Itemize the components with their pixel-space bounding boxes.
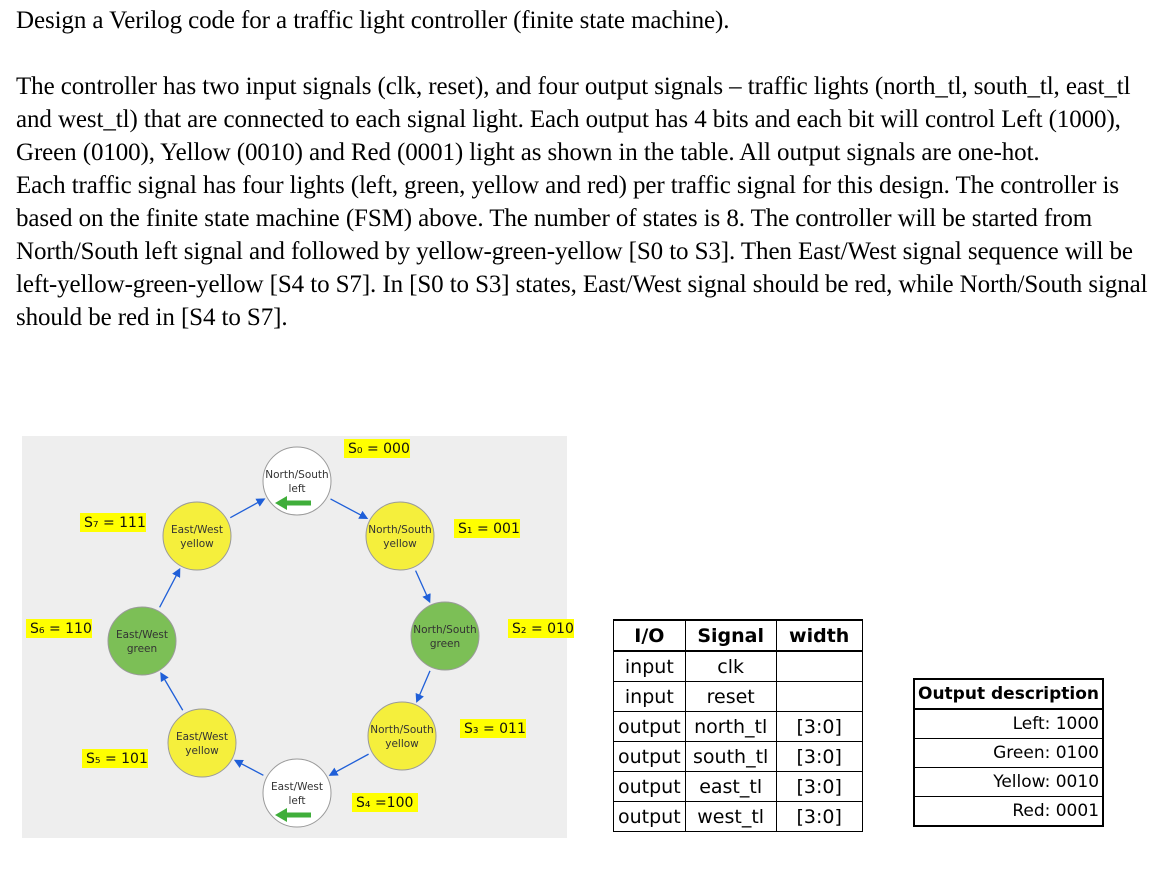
state-light-label: green bbox=[126, 643, 158, 655]
transition-arrow bbox=[236, 761, 264, 776]
state-circle bbox=[411, 602, 479, 670]
io-direction-cell: input bbox=[614, 682, 686, 712]
paragraph-signals: The controller has two input signals (clk, reset), and four output signals – traffic lights (north_tl, south_tl, east_tl and west_tl) that are connected to each signal light. Each output has 4 bits and each bit will control Left (1000), Green (0100), Yellow (0010) and Red (0001) light as shown in the table. All output signals are one-hot. bbox=[16, 73, 1131, 166]
state-code-label: S₃ = 011 bbox=[464, 721, 526, 737]
state-circle bbox=[168, 709, 236, 777]
signal-width-cell: [3:0] bbox=[776, 742, 862, 772]
output-code-cell: Red: 0001 bbox=[914, 797, 1103, 827]
state-light-label: left bbox=[288, 483, 306, 495]
signal-width-cell bbox=[776, 682, 862, 712]
signal-name-cell: south_tl bbox=[685, 742, 776, 772]
fsm-diagram bbox=[22, 436, 574, 838]
problem-title: Design a Verilog code for a traffic light controller (finite state machine). bbox=[16, 7, 730, 34]
state-direction-label: East/West bbox=[170, 524, 224, 536]
table-row bbox=[614, 682, 863, 712]
io-direction-cell: output bbox=[614, 742, 686, 772]
state-code-label: S₆ = 110 bbox=[30, 621, 92, 637]
io-table-header: width bbox=[776, 620, 862, 651]
signal-name-cell: clk bbox=[685, 651, 776, 682]
state-light-label: yellow bbox=[180, 538, 214, 550]
state-light-label: yellow bbox=[385, 738, 419, 750]
signal-width-cell: [3:0] bbox=[776, 712, 862, 742]
output-table-header: Output description bbox=[914, 679, 1103, 709]
state-code-label: S₇ = 111 bbox=[84, 515, 146, 531]
state-light-label: yellow bbox=[383, 538, 417, 550]
output-code-cell: Yellow: 0010 bbox=[914, 768, 1103, 797]
io-direction-cell: output bbox=[614, 772, 686, 802]
transition-arrow bbox=[161, 674, 182, 710]
state-direction-label: North/South bbox=[370, 724, 434, 736]
state-direction-label: North/South bbox=[265, 469, 329, 481]
state-direction-label: East/West bbox=[175, 731, 229, 743]
state-circle bbox=[108, 607, 176, 675]
io-direction-cell: output bbox=[614, 802, 686, 832]
output-description-table bbox=[913, 678, 1104, 827]
state-code-label: S₁ = 001 bbox=[458, 521, 520, 537]
io-direction-cell: input bbox=[614, 651, 686, 682]
transition-arrow bbox=[331, 499, 367, 518]
table-row bbox=[614, 772, 863, 802]
state-direction-label: East/West bbox=[115, 629, 169, 641]
signal-name-cell: west_tl bbox=[685, 802, 776, 832]
io-direction-cell: output bbox=[614, 712, 686, 742]
fsm-state-3 bbox=[368, 702, 526, 770]
fsm-states bbox=[26, 439, 574, 827]
signal-width-cell: [3:0] bbox=[776, 772, 862, 802]
fsm-state-7 bbox=[80, 502, 231, 570]
table-row bbox=[914, 739, 1103, 768]
fsm-state-1 bbox=[366, 502, 520, 570]
state-direction-label: North/South bbox=[368, 524, 432, 536]
state-code-label: S₀ = 000 bbox=[348, 441, 410, 457]
state-light-label: green bbox=[429, 638, 461, 650]
table-row bbox=[614, 712, 863, 742]
table-row bbox=[914, 768, 1103, 797]
state-light-label: left bbox=[288, 795, 306, 807]
state-direction-label: East/West bbox=[270, 781, 324, 793]
signal-name-cell: east_tl bbox=[685, 772, 776, 802]
signal-width-cell: [3:0] bbox=[776, 802, 862, 832]
state-code-label: S₄ =100 bbox=[356, 795, 414, 811]
transition-arrow bbox=[160, 570, 180, 608]
state-code-label: S₅ = 101 bbox=[86, 751, 148, 767]
state-circle bbox=[163, 502, 231, 570]
state-light-label: yellow bbox=[185, 745, 219, 757]
table-row bbox=[614, 802, 863, 832]
fsm-state-6 bbox=[26, 607, 176, 675]
signal-name-cell: north_tl bbox=[685, 712, 776, 742]
problem-statement bbox=[16, 4, 1156, 334]
io-table-header: I/O bbox=[614, 620, 686, 651]
paragraph-fsm: Each traffic signal has four lights (left, green, yellow and red) per traffic signal for this design. The controller is based on the finite state machine (FSM) above. The number of states is 8. The controller will be started from North/South left signal and followed by yellow-green-yellow [S0 to S3]. Then East/West signal sequence will be left-yellow-green-yellow [S4 to S7]. In [S0 to S3] states, East/West signal should be red, while North/South signal should be red in [S4 to S7]. bbox=[16, 172, 1148, 331]
table-row bbox=[614, 742, 863, 772]
io-table-header-row bbox=[614, 620, 863, 651]
transition-arrow bbox=[416, 571, 430, 602]
io-table-header: Signal bbox=[685, 620, 776, 651]
table-row bbox=[614, 651, 863, 682]
fsm-state-0 bbox=[263, 439, 410, 515]
transition-arrow bbox=[330, 754, 368, 775]
table-row bbox=[914, 797, 1103, 827]
io-signal-table bbox=[613, 619, 863, 832]
state-circle bbox=[368, 702, 436, 770]
state-circle bbox=[366, 502, 434, 570]
state-code-label: S₂ = 010 bbox=[512, 621, 574, 637]
output-code-cell: Green: 0100 bbox=[914, 739, 1103, 768]
fsm-state-2 bbox=[411, 602, 574, 670]
table-row bbox=[914, 709, 1103, 739]
signal-name-cell: reset bbox=[685, 682, 776, 712]
transition-arrow bbox=[417, 671, 430, 701]
state-direction-label: North/South bbox=[413, 624, 477, 636]
output-code-cell: Left: 1000 bbox=[914, 709, 1103, 739]
output-table-header-row bbox=[914, 679, 1103, 709]
signal-width-cell bbox=[776, 651, 862, 682]
transition-arrow bbox=[230, 499, 263, 517]
fsm-state-5 bbox=[82, 709, 236, 777]
